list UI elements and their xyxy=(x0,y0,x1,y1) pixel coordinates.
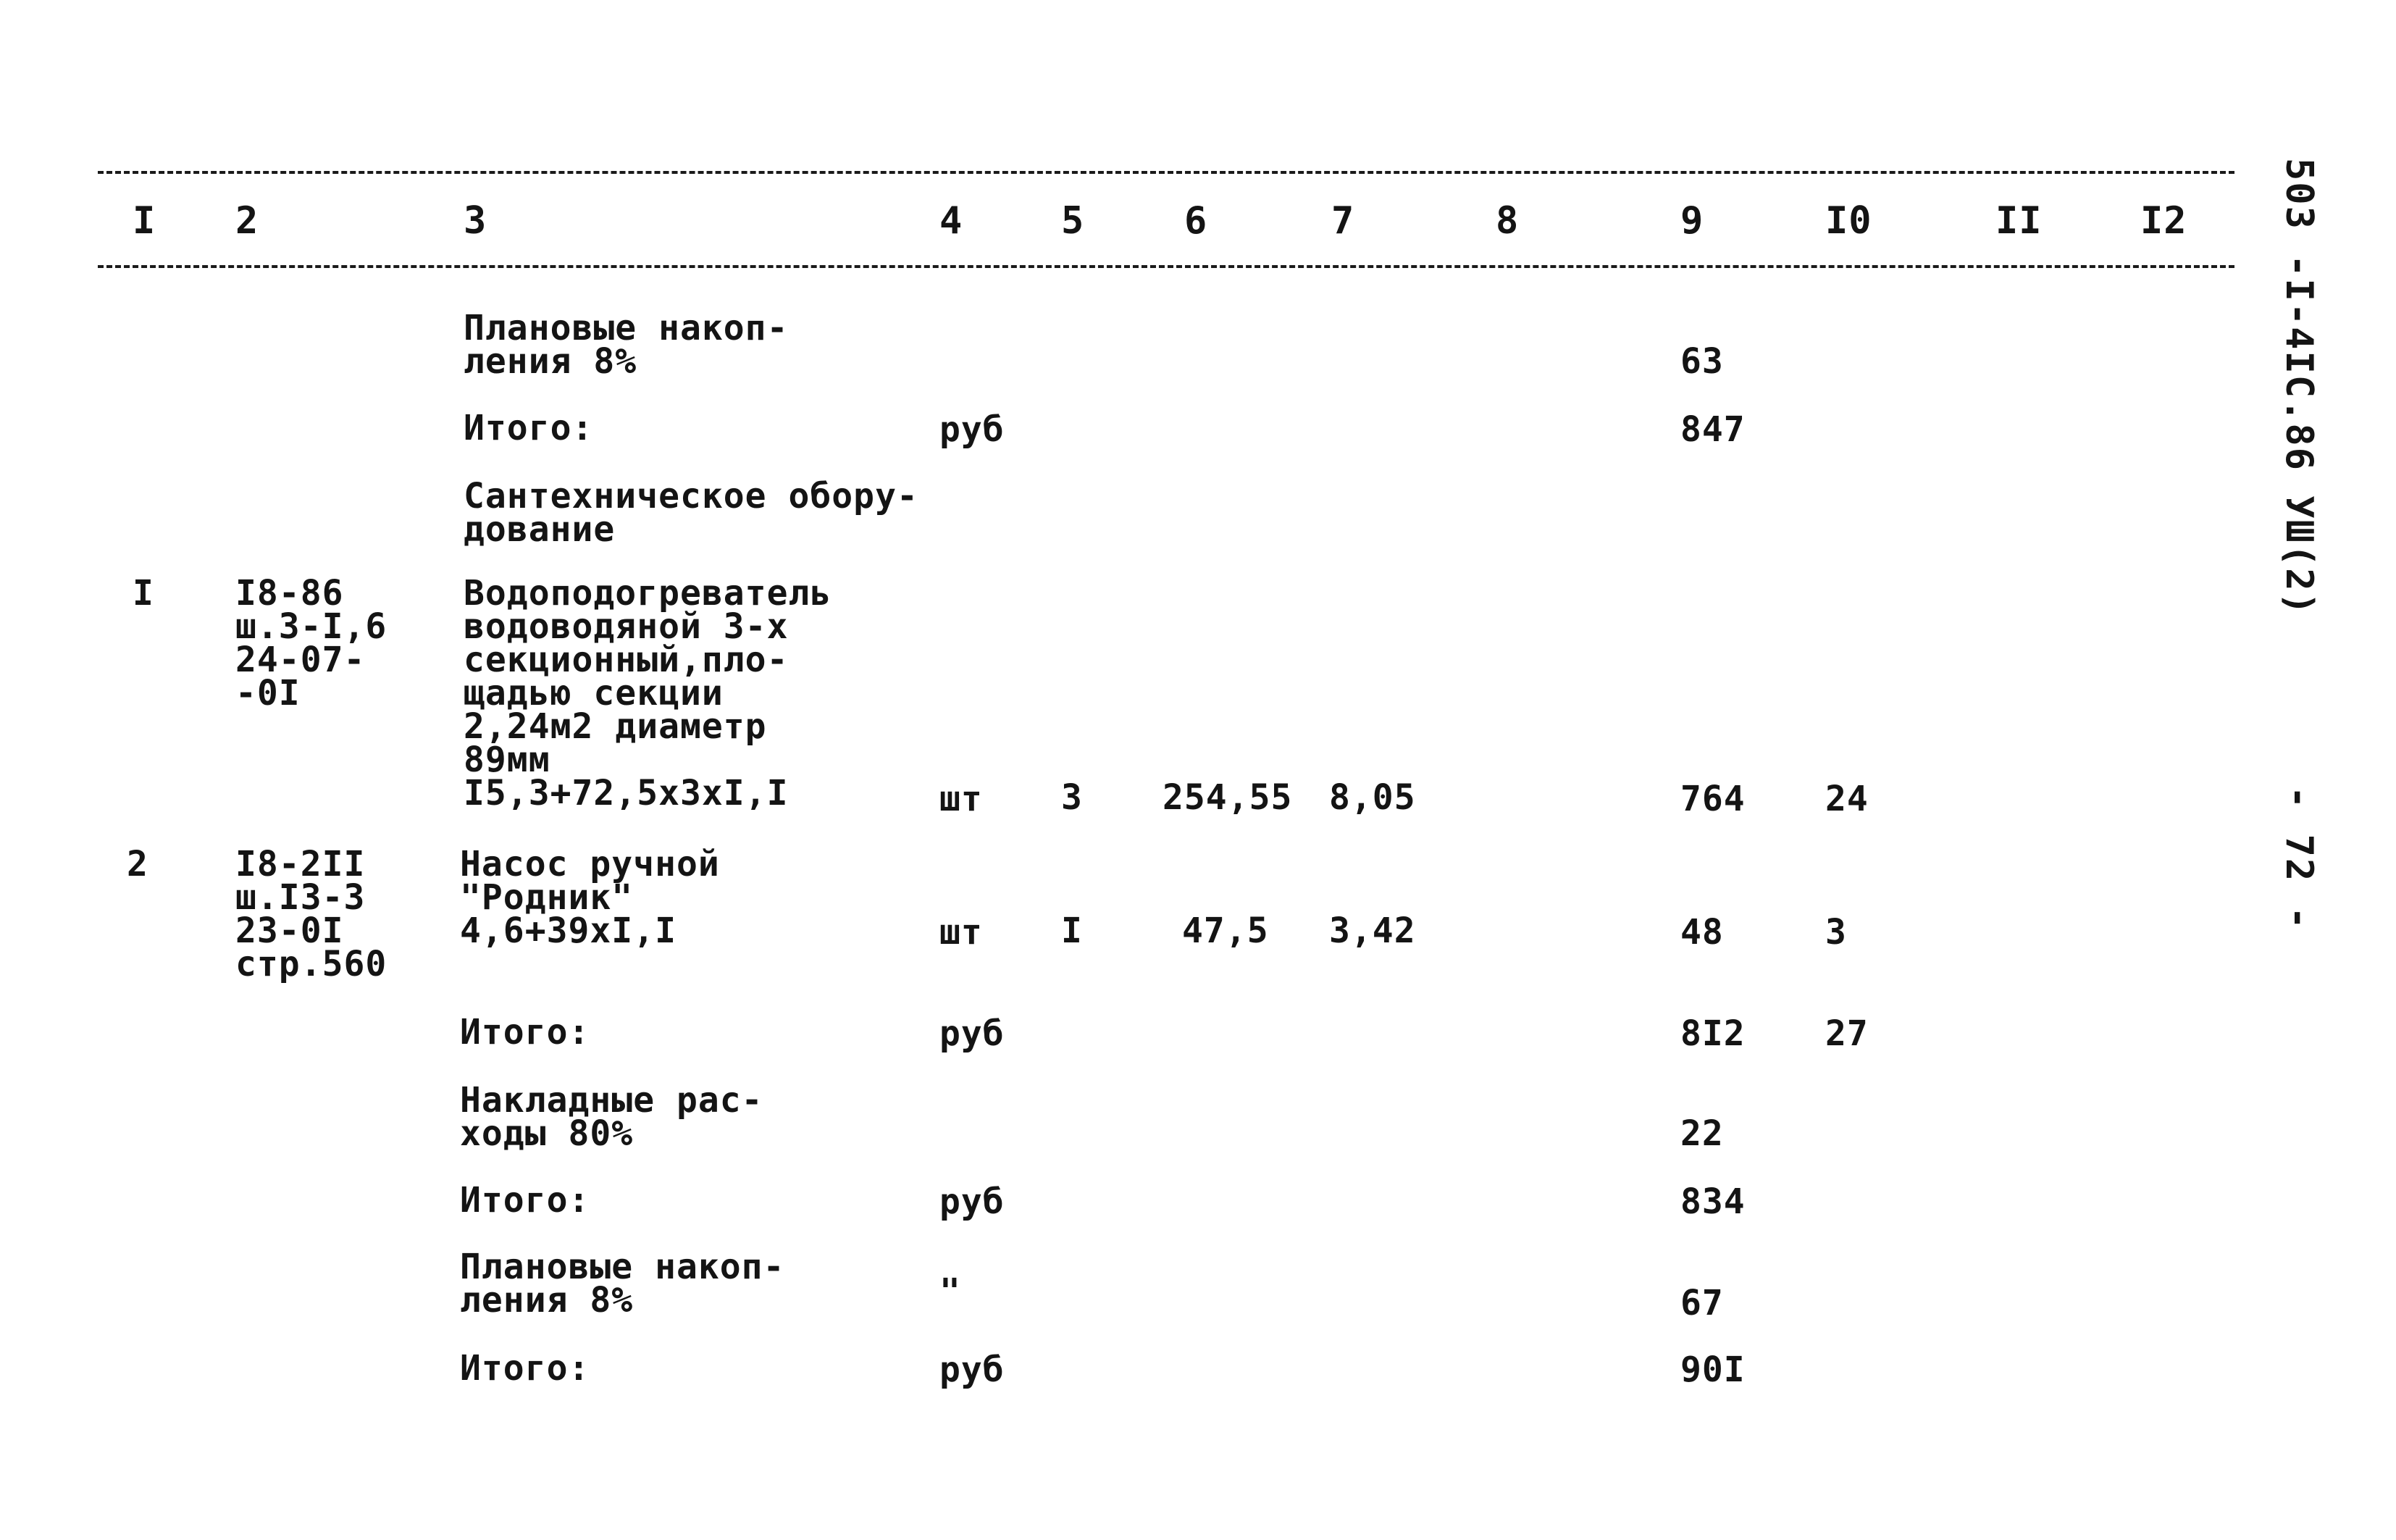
row-unit: шт xyxy=(939,912,983,953)
row-total: 22 xyxy=(1680,1113,1724,1154)
column-header-12: I2 xyxy=(2140,199,2187,243)
row-number: I xyxy=(133,573,154,614)
row-quantity: 3 xyxy=(1061,777,1083,818)
row-description: Плановые накоп- ления 8% xyxy=(460,1247,785,1321)
table-header-rule xyxy=(98,265,2234,268)
row-total: 90I xyxy=(1680,1349,1746,1390)
row-total: 8I2 xyxy=(1680,1013,1746,1054)
row-unit: руб xyxy=(939,1013,1005,1054)
row-total: 834 xyxy=(1680,1181,1746,1222)
column-header-8: 8 xyxy=(1496,199,1520,243)
row-total: 847 xyxy=(1680,409,1746,450)
column-header-11: II xyxy=(1995,199,2043,243)
column-header-9: 9 xyxy=(1680,199,1704,243)
row-code: I8-86 ш.3-I,6 24-07- -0I xyxy=(235,573,388,713)
column-header-1: I xyxy=(133,199,156,243)
row-unit-wage: 3,42 xyxy=(1329,911,1416,951)
row-quantity: I xyxy=(1061,911,1083,951)
row-unit: руб xyxy=(939,1349,1005,1390)
row-wage-total: 3 xyxy=(1825,912,1847,953)
row-unit-price: 254,55 xyxy=(1163,777,1293,818)
page-number: - 72 - xyxy=(2277,786,2321,931)
row-total: 67 xyxy=(1680,1283,1724,1323)
row-total: 48 xyxy=(1680,912,1724,953)
column-header-7: 7 xyxy=(1331,199,1355,243)
row-description: Итого: xyxy=(460,1180,590,1221)
row-unit: " xyxy=(939,1271,961,1312)
column-header-4: 4 xyxy=(939,199,963,243)
column-header-5: 5 xyxy=(1061,199,1085,243)
column-header-10: I0 xyxy=(1825,199,1872,243)
table-top-rule xyxy=(98,171,2234,174)
row-unit-wage: 8,05 xyxy=(1329,777,1416,818)
row-description: Итого: xyxy=(460,1348,590,1389)
row-wage-total: 27 xyxy=(1825,1013,1869,1054)
column-header-3: 3 xyxy=(464,199,487,243)
row-unit: шт xyxy=(939,779,983,819)
row-description: Итого: xyxy=(464,408,594,448)
column-header-6: 6 xyxy=(1184,199,1208,243)
row-description: Накладные рас- ходы 80% xyxy=(460,1080,763,1154)
row-unit-price: 47,5 xyxy=(1182,911,1269,951)
row-description: Плановые накоп- ления 8% xyxy=(464,308,789,382)
row-description: Водоподогреватель водоводяной 3-х секционный,пло- щадью секции 2,24м2 диаметр 89мм I5,3+72,5x3xI,I xyxy=(464,573,832,813)
row-wage-total: 24 xyxy=(1825,779,1869,819)
row-description: Итого: xyxy=(460,1012,590,1053)
document-code: 503 -I-4IC.86 УШ(2) xyxy=(2277,158,2321,616)
row-total: 63 xyxy=(1680,341,1724,382)
row-total: 764 xyxy=(1680,779,1746,819)
row-description: Насос ручной "Родник" 4,6+39xI,I xyxy=(460,844,720,951)
row-code: I8-2II ш.I3-3 23-0I стр.560 xyxy=(235,844,388,984)
row-unit: руб xyxy=(939,409,1005,450)
column-header-2: 2 xyxy=(235,199,259,243)
row-unit: руб xyxy=(939,1181,1005,1222)
row-number: 2 xyxy=(127,844,148,884)
section-heading: Сантехническое обору- дование xyxy=(464,476,918,550)
